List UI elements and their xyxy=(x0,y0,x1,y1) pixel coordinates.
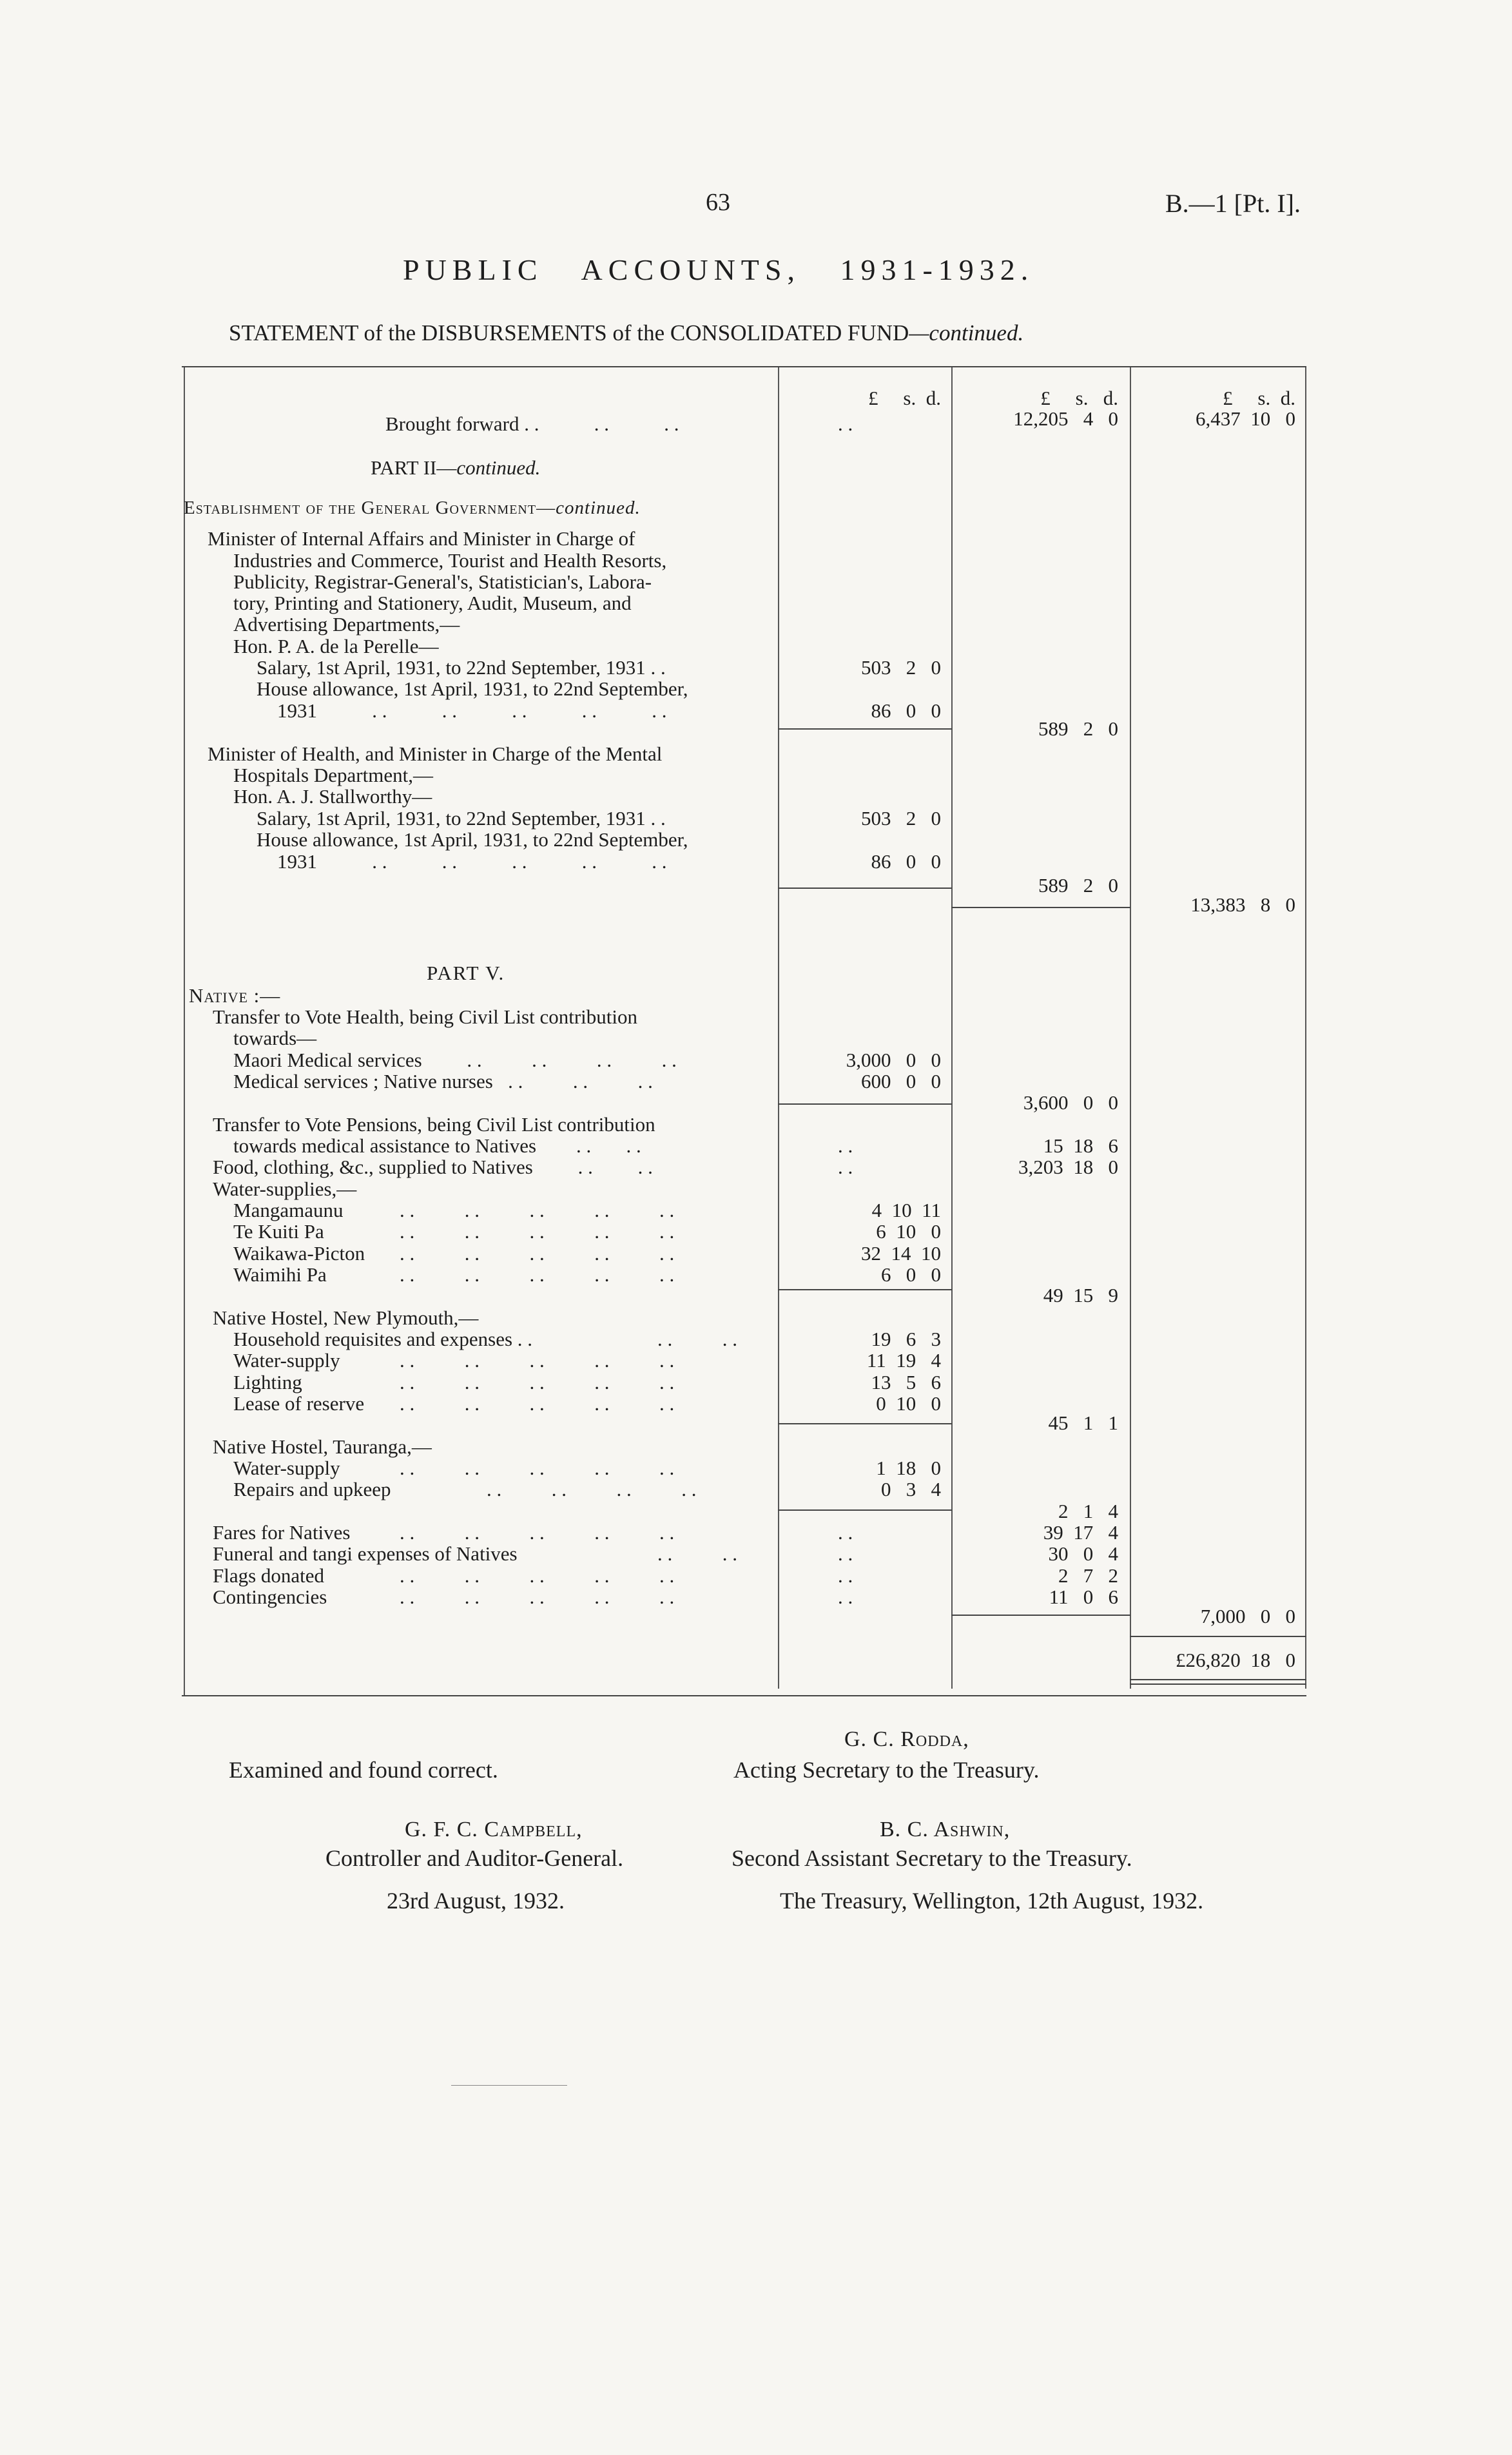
table-left-rule xyxy=(184,367,185,1695)
text-line: Salary, 1st April, 1931, to 22nd September, 1931 . . xyxy=(257,656,666,679)
misc-col1: . . xyxy=(838,1521,853,1544)
water-total: 49 15 9 xyxy=(1043,1284,1118,1306)
brought-forward-col2: 12,205 4 0 xyxy=(1013,407,1118,430)
text-line: 1931 . . . . . . . . . . xyxy=(277,699,667,722)
table-top-rule xyxy=(182,366,1306,367)
misc-col1: . . xyxy=(838,1542,853,1565)
hostel-np-value: 0 10 0 xyxy=(876,1392,941,1415)
double-rule xyxy=(1130,1679,1306,1680)
list-item: Repairs and upkeep xyxy=(233,1478,391,1500)
section-establishment: Establishment of the General Government—continued. xyxy=(184,498,641,518)
examined-statement: Examined and found correct. xyxy=(229,1757,498,1783)
col2-header: £ s. d. xyxy=(1040,387,1118,409)
house-amount: 86 0 0 xyxy=(871,850,941,873)
leader-dots: . . . . . . . . . . xyxy=(400,1242,675,1265)
leader-dots: . . . . . . . . . . xyxy=(400,1586,675,1608)
document-reference: B.—1 [Pt. I]. xyxy=(1165,189,1301,218)
table-bottom-rule xyxy=(182,1695,1306,1696)
grand-total: £26,820 18 0 xyxy=(1176,1649,1295,1671)
food-amount: 3,203 18 0 xyxy=(1018,1156,1118,1178)
text-line: House allowance, 1st April, 1931, to 22nd September, xyxy=(257,677,688,700)
list-item: Funeral and tangi expenses of Natives xyxy=(213,1542,518,1565)
part-v-total: 7,000 0 0 xyxy=(1200,1605,1295,1627)
water-value: 6 0 0 xyxy=(881,1263,941,1286)
campbell-title: Controller and Auditor-General. xyxy=(325,1845,624,1871)
text-line: Industries and Commerce, Tourist and Health Resorts, xyxy=(233,549,667,572)
text-line: House allowance, 1st April, 1931, to 22nd September, xyxy=(257,828,688,851)
text-line: Medical services ; Native nurses . . . . . . xyxy=(233,1070,653,1092)
hostel-np-value: 13 5 6 xyxy=(871,1371,941,1393)
col2-rule xyxy=(951,367,953,1689)
water-heading: Water-supplies,— xyxy=(213,1178,357,1200)
misc-col1: . . xyxy=(838,1564,853,1587)
misc-amount: 30 0 4 xyxy=(1048,1542,1118,1565)
list-item: Waikawa-Picton xyxy=(233,1242,365,1265)
water-value: 6 10 0 xyxy=(876,1220,941,1243)
list-item: Flags donated xyxy=(213,1564,325,1587)
list-item: Fares for Natives xyxy=(213,1521,351,1544)
sum-rule xyxy=(778,1509,952,1511)
leader-dots: . . . . . . . . . . xyxy=(400,1349,675,1372)
brought-forward-label: Brought forward . . . . . . xyxy=(385,412,679,435)
rodda-name: G. C. Rodda, xyxy=(844,1727,969,1751)
ashwin-name: B. C. Ashwin, xyxy=(880,1818,1011,1841)
leader-dots: . . . . . . . . . . xyxy=(400,1392,675,1415)
list-item: Mangamaunu xyxy=(233,1199,344,1221)
campbell-name: G. F. C. Campbell, xyxy=(405,1818,583,1841)
pensions-amount: 15 18 6 xyxy=(1043,1134,1118,1157)
list-item: Lighting xyxy=(233,1371,302,1393)
sum-rule xyxy=(778,888,952,889)
food-col1: . . xyxy=(838,1156,853,1178)
leader-dots: . . . . . . . . . . xyxy=(400,1521,675,1544)
leader-dots: . . . . . . . . xyxy=(487,1478,697,1500)
brought-forward-col1: . . xyxy=(838,412,853,435)
sum-rule xyxy=(778,728,952,730)
list-item: Te Kuiti Pa xyxy=(233,1220,324,1243)
decorative-rule xyxy=(451,2085,567,2086)
col3-rule xyxy=(1130,367,1131,1689)
page-number: 63 xyxy=(706,189,730,216)
block1-total: 589 2 0 xyxy=(1038,717,1118,740)
maori-medical-amount: 3,000 0 0 xyxy=(846,1049,941,1071)
leader-dots: . . . . . . . . . . xyxy=(400,1457,675,1479)
part-ii-grand-total: 13,383 8 0 xyxy=(1190,893,1295,916)
date-left: 23rd August, 1932. xyxy=(387,1888,565,1914)
col1-rule xyxy=(778,367,779,1689)
table-right-rule xyxy=(1305,367,1306,1689)
list-item: Water-supply xyxy=(233,1349,340,1372)
ashwin-title: Second Assistant Secretary to the Treasury. xyxy=(732,1845,1132,1871)
text-line: Maori Medical services . . . . . . . . xyxy=(233,1049,677,1071)
text-line: 1931 . . . . . . . . . . xyxy=(277,850,667,873)
double-rule xyxy=(1130,1684,1306,1685)
text-line: Advertising Departments,— xyxy=(233,613,460,636)
text-line: Hospitals Department,— xyxy=(233,764,433,786)
text-line: Publicity, Registrar-General's, Statistician's, Labora- xyxy=(233,570,652,593)
text-line: Transfer to Vote Pensions, being Civil List contribution xyxy=(213,1113,655,1136)
rodda-title: Acting Secretary to the Treasury. xyxy=(733,1757,1040,1783)
text-line: Transfer to Vote Health, being Civil List contribution xyxy=(213,1005,637,1028)
sum-rule xyxy=(951,1615,1130,1616)
salary-amount: 503 2 0 xyxy=(861,656,941,679)
leader-dots: . . . . . . . . . . xyxy=(400,1220,675,1243)
house-amount: 86 0 0 xyxy=(871,699,941,722)
hostel-t-value: 0 3 4 xyxy=(881,1478,941,1500)
native-nurses-amount: 600 0 0 xyxy=(861,1070,941,1092)
leader-dots: . . . . . . . . . . xyxy=(400,1263,675,1286)
text-line: tory, Printing and Stationery, Audit, Museum, and xyxy=(233,592,632,614)
list-item: Contingencies xyxy=(213,1586,327,1608)
list-item: Household requisites and expenses . . xyxy=(233,1328,533,1350)
leader-dots: . . . . . . . . . . xyxy=(400,1371,675,1393)
text-line: Hon. P. A. de la Perelle— xyxy=(233,635,439,657)
hostel-np-value: 11 19 4 xyxy=(866,1349,941,1372)
list-item: Waimihi Pa xyxy=(233,1263,327,1286)
leader-dots: . . . . xyxy=(657,1328,737,1350)
leader-dots: . . . . . . . . . . xyxy=(400,1199,675,1221)
sum-rule xyxy=(778,1289,952,1290)
hostel-t-heading: Native Hostel, Tauranga,— xyxy=(213,1435,432,1458)
list-item: Water-supply xyxy=(233,1457,340,1479)
hostel-np-heading: Native Hostel, New Plymouth,— xyxy=(213,1306,479,1329)
text-line: Hon. A. J. Stallworthy— xyxy=(233,785,432,808)
date-right: The Treasury, Wellington, 12th August, 1932. xyxy=(780,1888,1204,1914)
salary-amount: 503 2 0 xyxy=(861,807,941,830)
pensions-col1: . . xyxy=(838,1134,853,1157)
water-value: 32 14 10 xyxy=(861,1242,941,1265)
misc-amount: 39 17 4 xyxy=(1043,1521,1118,1544)
sum-rule xyxy=(778,1423,952,1424)
col3-header: £ s. d. xyxy=(1223,387,1295,409)
sum-rule xyxy=(778,1103,952,1105)
block2-total: 589 2 0 xyxy=(1038,874,1118,897)
sum-rule xyxy=(951,907,1130,908)
text-line: towards— xyxy=(233,1027,317,1049)
misc-col1: . . xyxy=(838,1586,853,1608)
sum-rule xyxy=(1130,1636,1306,1637)
leader-dots: . . . . . . . . . . xyxy=(400,1564,675,1587)
hostel-np-total: 45 1 1 xyxy=(1048,1412,1118,1434)
food-label: Food, clothing, &c., supplied to Natives . . . . xyxy=(213,1156,653,1178)
page-title: PUBLIC ACCOUNTS, 1931-1932. xyxy=(403,253,1034,286)
text-line: towards medical assistance to Natives . . . . xyxy=(233,1134,641,1157)
misc-amount: 2 7 2 xyxy=(1058,1564,1118,1587)
text-line: Minister of Health, and Minister in Charge of the Mental xyxy=(208,742,663,765)
hostel-t-value: 1 18 0 xyxy=(876,1457,941,1479)
col1-header: £ s. d. xyxy=(868,387,941,409)
water-value: 4 10 11 xyxy=(871,1199,941,1221)
text-line: Salary, 1st April, 1931, to 22nd September, 1931 . . xyxy=(257,807,666,830)
text-line: Minister of Internal Affairs and Minister in Charge of xyxy=(208,527,635,550)
section-native: Native :— xyxy=(189,984,281,1007)
misc-amount: 11 0 6 xyxy=(1049,1586,1118,1608)
part-v-heading: PART V. xyxy=(427,962,505,984)
hostel-np-value: 19 6 3 xyxy=(871,1328,941,1350)
brought-forward-col3: 6,437 10 0 xyxy=(1196,407,1295,430)
health-total: 3,600 0 0 xyxy=(1023,1091,1118,1114)
list-item: Lease of reserve xyxy=(233,1392,365,1415)
statement-subtitle: STATEMENT of the DISBURSEMENTS of the CONSOLIDATED FUND—continued. xyxy=(229,320,1024,345)
part-ii-heading: PART II—continued. xyxy=(371,456,541,479)
hostel-t-total: 2 1 4 xyxy=(1058,1500,1118,1522)
leader-dots: . . . . xyxy=(657,1542,737,1565)
